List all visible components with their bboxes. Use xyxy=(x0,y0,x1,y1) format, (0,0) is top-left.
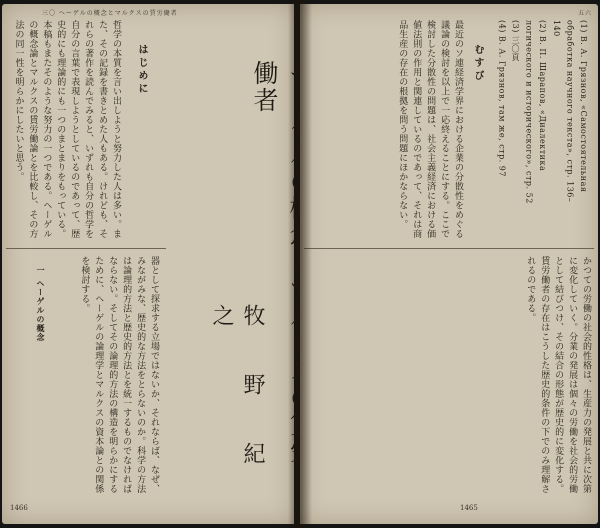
right-lower-body-text: かつての労働の社会的性格は、生産力の発展と共に次第に変化していく。分業の発展は個々の労働を社会的労働として結びつけ、その結合の形態が歴史的に変化する。賃労働者の存在はこうした歴史的条件の下でのみ理解されるのである。 xyxy=(525,256,591,494)
column-divider xyxy=(304,248,594,249)
running-head-left: 三〇 ヘーゲルの概念とマルクスの賃労働者 xyxy=(42,10,178,17)
note-3: (3) 三〇頁 xyxy=(511,20,521,62)
notes-heading-musubi: むすび xyxy=(472,44,483,83)
page-number-left: 1466 xyxy=(10,504,28,512)
book-gutter xyxy=(288,0,312,528)
section-heading-hajimeni: はじめに xyxy=(136,44,147,96)
right-page xyxy=(300,4,598,524)
author-name: 牧 野 紀 之 xyxy=(209,304,265,484)
article-title: 働者 xyxy=(250,60,279,114)
left-upper-body-text: 哲学の本質を言い出しようと努力した人は多い。また、その記録を書きとめた人もある。けれども、それらの著作を読んでみると、いずれも自分の哲学を自分の言葉で表現しようとしているのであって、歴史的にも理論的にも一つのまとまりをもっている。本稿もまたそのような努力の一つである。ヘーゲルの概念論とマルクスの賃労働論とを比較し、その方法の同一性を明らかにしたいと思う。 xyxy=(13,20,121,239)
note-2: (2) В. П. Шарапов, «Диалектика логического и исторического», стр. 52 xyxy=(524,20,548,204)
note-4: (4) В. А. Грязнов, там же, стр. 97 xyxy=(497,20,507,177)
left-lower-body-text: 器として探求する立場ではないか、それならば、なぜ、みながみな、歴史的な方法をとらないのか。科学の方法は論理的方法と歴史的方法とを統一するものでなければならない。そしてその論理的方法の構造を明らかにするために、ヘーゲルの論理学とマルクスの資本論との関係を検討する。 xyxy=(79,256,159,494)
right-upper-body-text: 最近のソ連経済学界における企業の分散性をめぐる議論の検討を以上で一応終えることにする。ここで検討した分散性の問題は、社会主義経済における価値法則の作用と関連しているのであって、それは商品生産の存在の根拠を問う問題にほかならない。 xyxy=(397,20,463,239)
note-1: (1) В. А. Грязнов, «Самостоятельная обработка научного текста», стр. 136–140 xyxy=(551,20,588,203)
notes-block xyxy=(498,20,590,210)
running-head-right: 五六 xyxy=(578,10,593,17)
page-number-right: 1465 xyxy=(460,504,478,512)
column-divider xyxy=(6,248,166,249)
left-page xyxy=(2,4,294,524)
subheading-hegel-concept: 一 ヘーゲルの概念 xyxy=(36,266,46,342)
